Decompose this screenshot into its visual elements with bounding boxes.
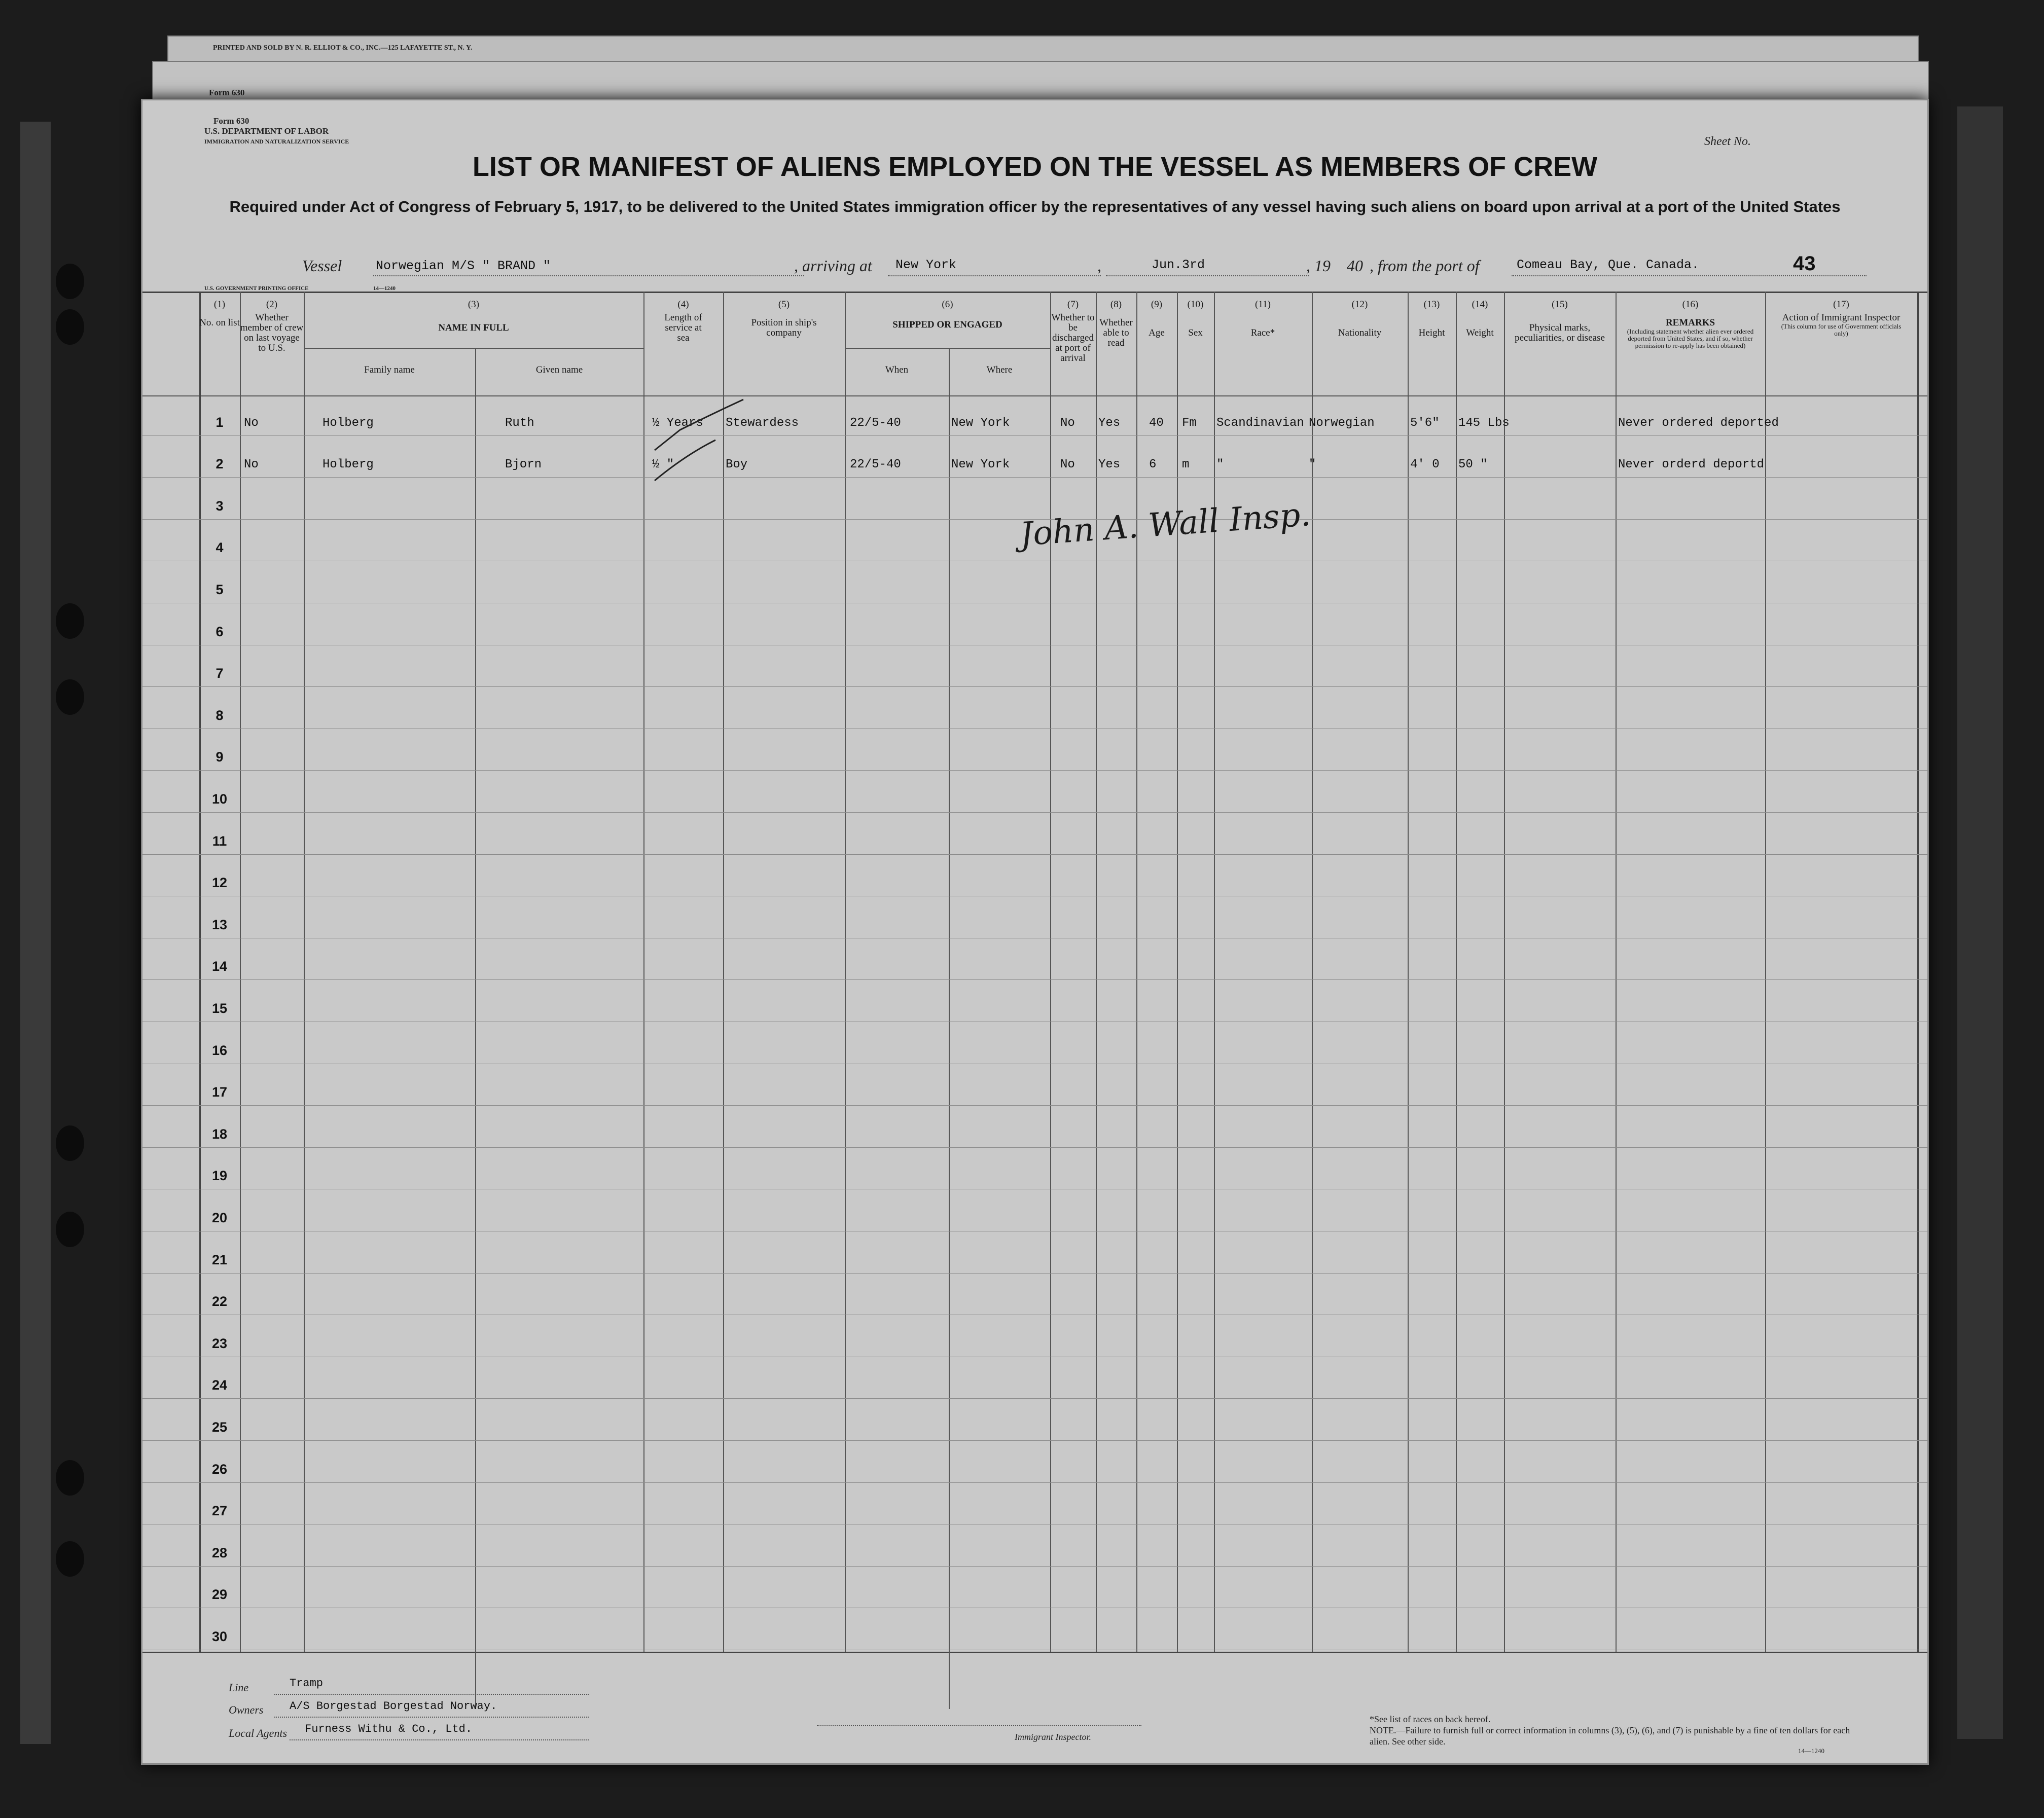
row-rule [142, 435, 1927, 436]
position-cell: Stewardess [726, 416, 799, 430]
position-cell: Boy [726, 458, 748, 472]
departure-port-underline [1512, 275, 1867, 276]
row-number: 22 [211, 1294, 228, 1310]
owners-value: A/S Borgestad Borgestad Norway. [290, 1700, 497, 1713]
col-header-6: (6) SHIPPED OR ENGAGED [892, 299, 1002, 330]
gpo-code: 14—1240 [373, 285, 396, 292]
page-title: LIST OR MANIFEST OF ALIENS EMPLOYED ON THE VESSEL AS MEMBERS OF CREW [472, 152, 1598, 182]
table-top-rule [142, 292, 1927, 293]
row-number: 25 [211, 1420, 228, 1435]
form-number: Form 630 [213, 116, 249, 126]
row-rule [142, 1105, 1927, 1106]
printer-imprint: PRINTED AND SOLD BY N. R. ELLIOT & CO., INC.—125 LAFAYETTE ST., N. Y. [213, 44, 473, 52]
row-rule [142, 979, 1927, 980]
inspector-label: Immigrant Inspector. [1015, 1732, 1091, 1742]
punch-hole [56, 679, 84, 715]
col-header-15: (15) Physical marks, peculiarities, or disease [1515, 299, 1605, 343]
row-number: 2 [216, 456, 224, 472]
able-to-read-cell: Yes [1098, 458, 1121, 472]
sex-cell: m [1182, 458, 1190, 472]
row-number: 17 [211, 1084, 228, 1100]
row-number: 9 [216, 749, 224, 765]
line-underline [274, 1694, 589, 1695]
manifest-sheet [141, 99, 1929, 1765]
col-header-17: (17) Action of Immigrant Inspector (This column for use of Government officials only) [1781, 299, 1902, 337]
inspector-signature: John A. Wall Insp. [1019, 496, 1312, 554]
arrival-date: Jun.3rd [1152, 258, 1205, 272]
row-rule [142, 1398, 1927, 1399]
col-line [1096, 292, 1097, 1652]
height-cell: 4' 0 [1410, 458, 1440, 472]
inspector-underline [817, 1725, 1141, 1726]
year-prefix: , 19 [1306, 257, 1331, 275]
binder-strip-right [1957, 106, 2003, 1739]
row-number: 14 [211, 959, 228, 974]
from-port-label: , from the port of [1370, 257, 1480, 275]
punch-hole [56, 309, 84, 345]
department-label: U.S. DEPARTMENT OF LABOR [204, 126, 329, 136]
row-rule [142, 477, 1927, 478]
col-line [1214, 292, 1215, 1652]
col-header-5: (5) Position in ship's company [751, 299, 817, 338]
row-number: 8 [216, 707, 224, 723]
col-header-11: (11) Race* [1250, 299, 1275, 338]
punch-hole [56, 264, 84, 299]
gpo-imprint: U.S. GOVERNMENT PRINTING OFFICE [204, 285, 309, 292]
able-to-read-cell: Yes [1098, 416, 1121, 430]
col-header-7: (7) Whether to be discharged at port of arrival [1051, 299, 1095, 363]
col-line [1504, 292, 1505, 1652]
col-line [1765, 292, 1766, 1652]
col-header-12: (12) Nationality [1338, 299, 1382, 338]
row-number: 1 [216, 414, 224, 430]
row-number: 11 [212, 833, 227, 849]
arrival-year: 40 [1347, 257, 1363, 275]
col-line [643, 292, 644, 1652]
col-line [1917, 292, 1919, 1652]
col-header-1: (1) No. on list [199, 299, 240, 328]
race-cell: " [1216, 458, 1224, 472]
owners-underline [274, 1717, 589, 1718]
row-number: 7 [216, 666, 224, 681]
row-rule [142, 1566, 1927, 1567]
race-cell: Scandinavian [1216, 416, 1304, 430]
nationality-cell: " [1309, 458, 1316, 472]
col-line [845, 292, 846, 1652]
col-line [1456, 292, 1457, 1652]
col-header-4: (4) Length of service at sea [664, 299, 702, 343]
discharged-cell: No [1060, 416, 1075, 430]
name-subheader-rule [304, 348, 643, 349]
penalty-note: NOTE.—Failure to furnish full or correct information in columns (3), (5), (6), and (7) is punishable by a fine of ten dollars for each alien. See other side. [1370, 1725, 1850, 1747]
last-voyage-cell: No [244, 458, 259, 472]
arriving-label: , arriving at [794, 257, 872, 275]
row-number: 15 [211, 1001, 228, 1016]
col-line [475, 349, 476, 1709]
vessel-label: Vessel [302, 257, 342, 275]
vessel-name: Norwegian M/S " BRAND " [376, 259, 551, 273]
sheet-number-label: Sheet No. [1704, 135, 1751, 148]
col-line [240, 292, 241, 1652]
discharged-cell: No [1060, 458, 1075, 472]
row-number: 13 [211, 917, 228, 932]
length-of-service-cell: ½ Years [652, 416, 703, 430]
punch-hole [56, 1541, 84, 1577]
family-name-cell: Holberg [322, 416, 374, 430]
where-cell: New York [951, 458, 1010, 472]
binder-strip-left [20, 122, 51, 1744]
check-mark-icon [650, 430, 721, 486]
weight-cell: 50 " [1458, 458, 1488, 472]
family-name-cell: Holberg [322, 458, 374, 472]
punch-hole [56, 1212, 84, 1247]
row-number: 3 [216, 498, 224, 514]
row-rule [142, 854, 1927, 855]
row-number: 19 [211, 1168, 228, 1184]
col-header-10: (10) Sex [1187, 299, 1204, 338]
row-number: 6 [216, 624, 224, 639]
row-number: 16 [211, 1042, 228, 1058]
row-number: 26 [211, 1461, 228, 1477]
where-header: Where [986, 365, 1013, 375]
col-line [1136, 292, 1137, 1652]
nationality-cell: Norwegian [1309, 416, 1375, 430]
race-note: *See list of races on back hereof. [1370, 1714, 1491, 1724]
arrival-port: New York [895, 258, 957, 272]
agents-value: Furness Withu & Co., Ltd. [305, 1723, 473, 1735]
row-rule [142, 1147, 1927, 1148]
punch-hole [56, 1460, 84, 1496]
given-name-cell: Ruth [505, 416, 534, 430]
col-header-3: (3) NAME IN FULL [438, 299, 509, 333]
col-header-13: (13) Height [1418, 299, 1445, 338]
line-label: Line [229, 1681, 249, 1694]
row-rule [142, 770, 1927, 771]
when-cell: 22/5-40 [850, 416, 901, 430]
row-number: 29 [211, 1587, 228, 1603]
agents-underline [290, 1739, 589, 1740]
line-value: Tramp [290, 1677, 324, 1690]
col-header-8: (8) Whether able to read [1099, 299, 1133, 348]
last-voyage-cell: No [244, 416, 259, 430]
row-rule [142, 812, 1927, 813]
row-number: 21 [211, 1252, 228, 1267]
service-label: IMMIGRATION AND NATURALIZATION SERVICE [204, 138, 349, 145]
col-line [949, 349, 950, 1709]
row-number: 20 [211, 1210, 228, 1225]
back-form-label: Form 630 [209, 88, 245, 97]
form-code: 14—1240 [1798, 1747, 1824, 1755]
col-line [1408, 292, 1409, 1652]
page-subtitle: Required under Act of Congress of February 5, 1917, to be delivered to the United States immigration officer by the representatives of any vessel having such aliens on board upon arrival at a port of the United States [229, 198, 1841, 215]
row-number: 5 [216, 582, 224, 597]
when-header: When [885, 365, 909, 375]
row-number: 28 [211, 1545, 228, 1560]
row-number: 12 [211, 875, 228, 891]
shipped-subheader-rule [845, 348, 1050, 349]
row-number: 30 [211, 1629, 228, 1644]
age-cell: 40 [1149, 416, 1164, 430]
col-header-16: (16) REMARKS (Including statement whether alien ever ordered deported from United States, and if so, whether permission to re-apply has been obtained) [1627, 299, 1754, 349]
col-line [1050, 292, 1051, 1652]
sex-cell: Fm [1182, 416, 1197, 430]
row-rule [142, 1440, 1927, 1441]
col-header-9: (9) Age [1149, 299, 1165, 338]
page-number: 43 [1793, 252, 1816, 275]
col-line [1177, 292, 1178, 1652]
remarks-cell: Never ordered deported [1618, 416, 1779, 430]
family-name-header: Family name [364, 365, 415, 375]
row-number: 24 [211, 1377, 228, 1393]
date-comma: , [1097, 257, 1101, 275]
col-line [723, 292, 724, 1652]
height-cell: 5'6" [1410, 416, 1440, 430]
row-rule [142, 686, 1927, 687]
punch-hole [56, 603, 84, 639]
row-number: 18 [211, 1126, 228, 1142]
header-bottom-rule [142, 395, 1927, 396]
owners-label: Owners [229, 1703, 264, 1716]
age-cell: 6 [1149, 458, 1157, 472]
weight-cell: 145 Lbs [1458, 416, 1510, 430]
given-name-cell: Bjorn [505, 458, 542, 472]
col-line [1616, 292, 1617, 1652]
row-number: 23 [211, 1335, 228, 1351]
when-cell: 22/5-40 [850, 458, 901, 472]
col-header-14: (14) Weight [1466, 299, 1494, 338]
row-number: 10 [211, 791, 228, 807]
arrival-port-underline [888, 275, 1101, 276]
col-header-2: (2) Whether member of crew on last voyage to U.S. [240, 299, 304, 353]
row-number: 27 [211, 1503, 228, 1519]
row-rule [142, 1273, 1927, 1274]
date-underline [1106, 275, 1309, 276]
col-line [1312, 292, 1313, 1652]
col-line [304, 292, 305, 1652]
given-name-header: Given name [535, 365, 583, 375]
punch-hole [56, 1125, 84, 1161]
table-bottom-rule [142, 1652, 1927, 1653]
remarks-cell: Never orderd deportd [1618, 458, 1765, 472]
where-cell: New York [951, 416, 1010, 430]
departure-port: Comeau Bay, Que. Canada. [1517, 258, 1700, 272]
vessel-underline [373, 275, 804, 276]
row-rule [142, 1482, 1927, 1483]
length-of-service-cell: ½ " [652, 458, 674, 472]
row-number: 4 [216, 540, 224, 556]
agents-label: Local Agents [229, 1727, 288, 1739]
